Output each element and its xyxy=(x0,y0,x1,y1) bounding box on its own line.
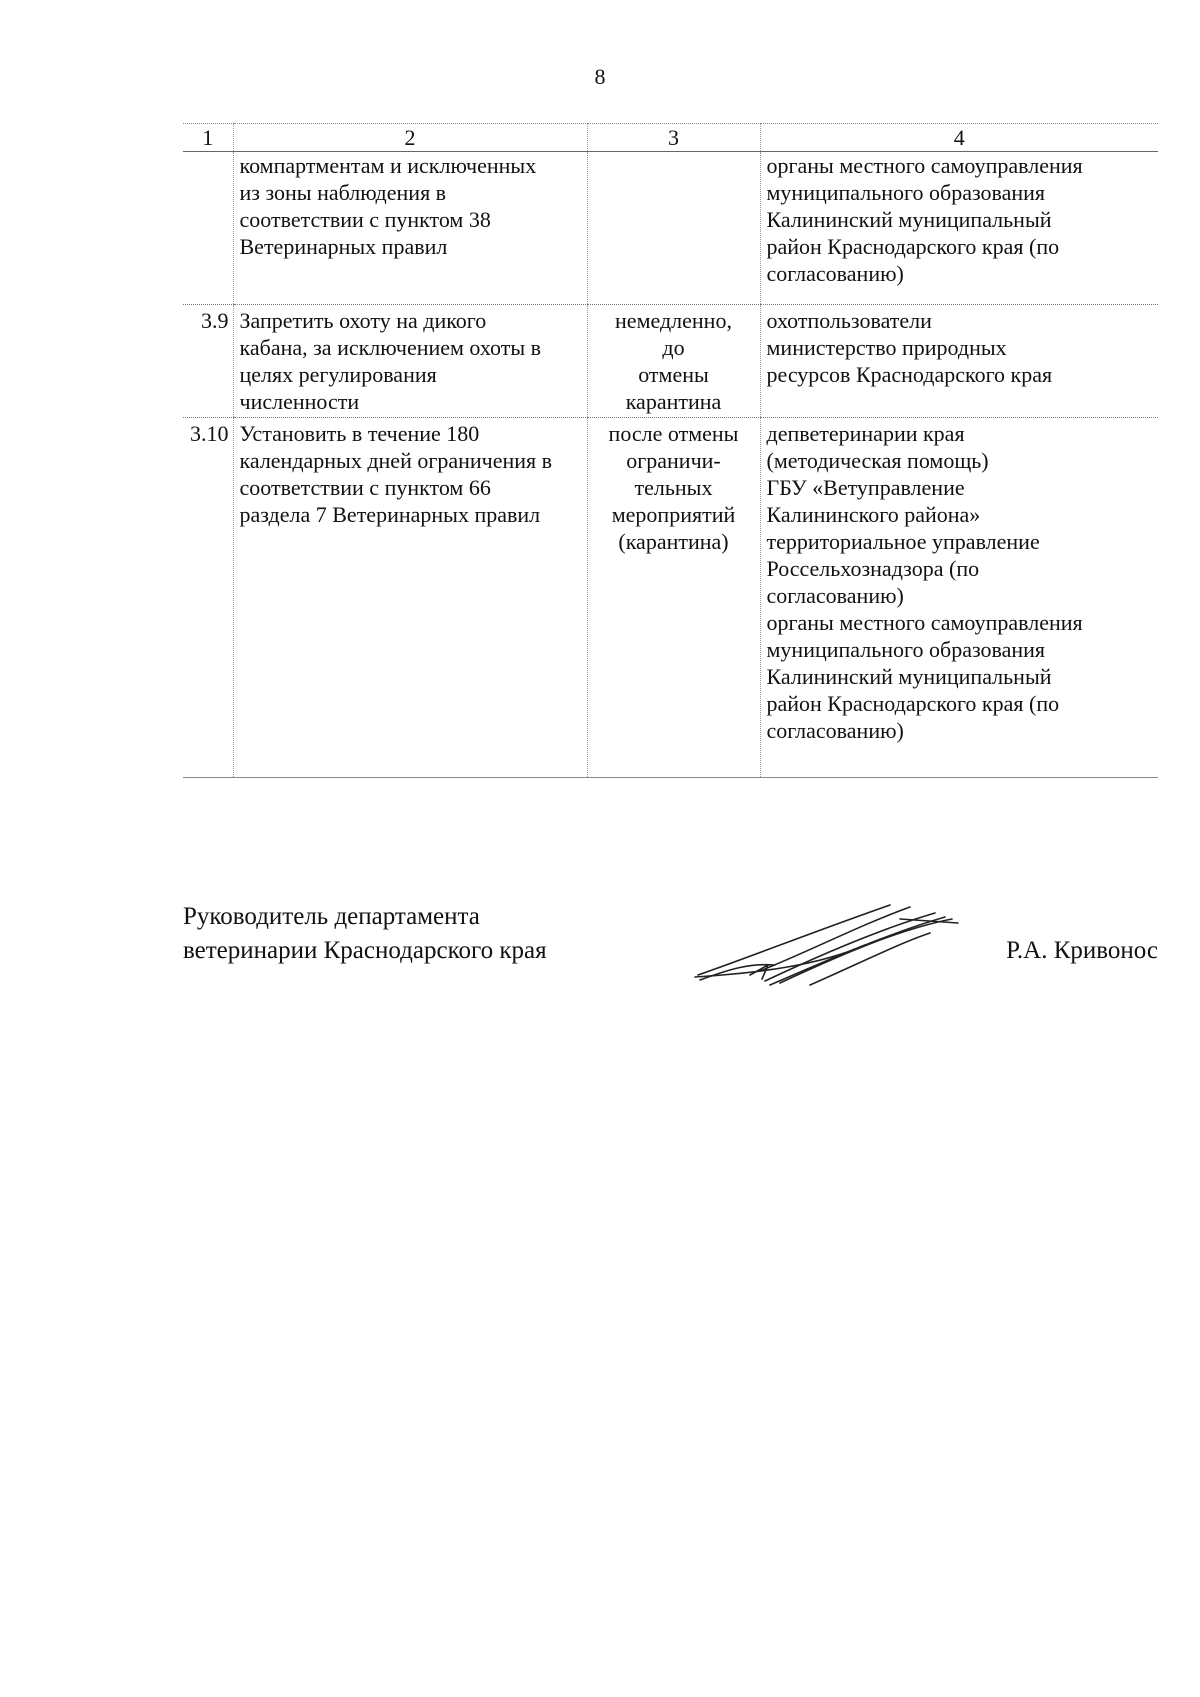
page-number: 8 xyxy=(594,64,606,89)
column-header-3: 3 xyxy=(587,124,760,152)
cell-text-line: кабана, за исключением охоты в xyxy=(239,335,542,360)
row-number xyxy=(183,152,233,305)
cell-text-line: раздела 7 Ветеринарных правил xyxy=(239,502,541,527)
cell-text-line: муниципального образования xyxy=(766,637,1046,662)
cell-text-line: Калининский муниципальный xyxy=(766,664,1052,689)
cell-text-line: Установить в течение 180 xyxy=(239,421,480,446)
cell-text-line: (карантина) xyxy=(618,529,729,554)
signatory-position-line: ветеринарии Краснодарского края xyxy=(183,937,547,964)
cell-text-line: после отмены xyxy=(608,421,739,446)
cell-text-line: Калининского района» xyxy=(766,502,981,527)
term-cell xyxy=(587,152,760,305)
cell-text-line: Калининский муниципальный xyxy=(766,207,1052,232)
row-number: 3.9 xyxy=(183,305,233,418)
cell-text-line: компартментам и исключенных xyxy=(239,153,537,178)
cell-text-line: до xyxy=(662,335,685,360)
cell-text-line: (методическая помощь) xyxy=(766,448,989,473)
cell-text-line: согласованию) xyxy=(766,261,904,286)
cell-text-line: календарных дней ограничения в xyxy=(239,448,553,473)
cell-text-line: Ветеринарных правил xyxy=(239,234,448,259)
signatory-name: Р.А. Кривонос xyxy=(1006,937,1158,964)
cell-text-line: мероприятий xyxy=(611,502,736,527)
cell-text-line: из зоны наблюдения в xyxy=(239,180,447,205)
measures-table xyxy=(183,123,1158,778)
cell-text-line: ГБУ «Ветуправление xyxy=(766,475,965,500)
term-cell xyxy=(587,305,760,418)
cell-text-line: Запретить охоту на дикого xyxy=(239,308,487,333)
cell-text-line: территориальное управление xyxy=(766,529,1040,554)
cell-text-line: депветеринарии края xyxy=(766,421,965,446)
cell-text-line: охотпользователи xyxy=(766,308,932,333)
term-cell xyxy=(587,418,760,778)
cell-text-line: немедленно, xyxy=(615,308,732,333)
handwritten-signature xyxy=(690,885,960,995)
cell-text-line: соответствии с пунктом 66 xyxy=(239,475,491,500)
cell-text-line: соответствии с пунктом 38 xyxy=(239,207,491,232)
table-header-row xyxy=(183,124,1158,152)
cell-text-line: органы местного самоуправления xyxy=(766,610,1083,635)
cell-text-line: согласованию) xyxy=(766,718,904,743)
responsible-cell xyxy=(760,305,1158,418)
responsible-cell xyxy=(760,418,1158,778)
cell-text-line: район Краснодарского края (по xyxy=(766,234,1060,259)
table-row xyxy=(183,418,1158,778)
measure-cell xyxy=(233,305,587,418)
cell-text-line: министерство природных xyxy=(766,335,1007,360)
cell-text-line: муниципального образования xyxy=(766,180,1046,205)
cell-text-line: целях регулирования xyxy=(239,362,437,387)
column-header-4: 4 xyxy=(760,124,1158,152)
cell-text-line: численности xyxy=(239,389,360,414)
cell-text-line: ресурсов Краснодарского края xyxy=(766,362,1053,387)
table-row xyxy=(183,305,1158,418)
signatory-position-line: Руководитель департамента xyxy=(183,903,480,930)
column-header-1: 1 xyxy=(183,124,233,152)
signatory-position xyxy=(183,900,547,968)
row-number: 3.10 xyxy=(183,418,233,778)
cell-text-line: тельных xyxy=(634,475,713,500)
table-row xyxy=(183,152,1158,305)
cell-text-line: согласованию) xyxy=(766,583,904,608)
cell-text-line: ограничи- xyxy=(626,448,721,473)
responsible-cell xyxy=(760,152,1158,305)
cell-text-line: Россельхознадзора (по xyxy=(766,556,980,581)
cell-text-line: органы местного самоуправления xyxy=(766,153,1083,178)
cell-text-line: район Краснодарского края (по xyxy=(766,691,1060,716)
cell-text-line: карантина xyxy=(625,389,722,414)
column-header-2: 2 xyxy=(233,124,587,152)
measure-cell xyxy=(233,152,587,305)
measure-cell xyxy=(233,418,587,778)
cell-text-line: отмены xyxy=(638,362,709,387)
